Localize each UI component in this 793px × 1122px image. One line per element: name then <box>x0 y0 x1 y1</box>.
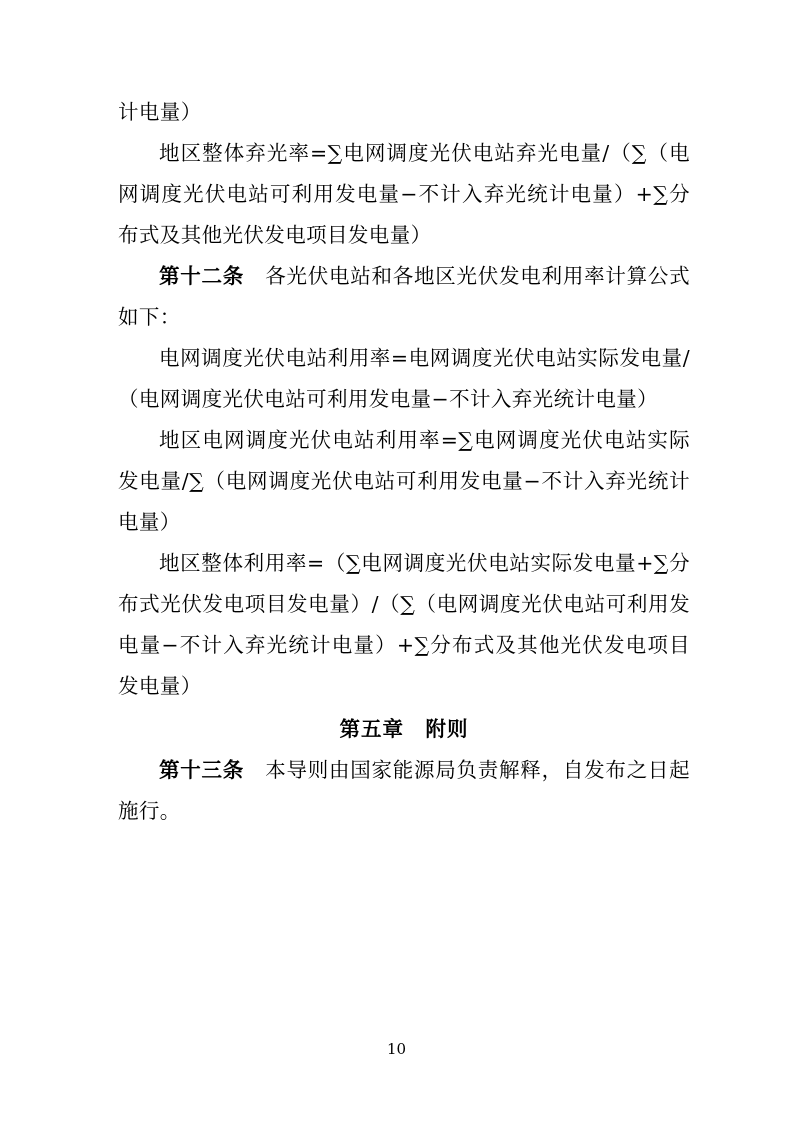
document-body <box>118 92 690 832</box>
paragraph-regional-station-utilization-rate: 地区电网调度光伏电站利用率=∑电网调度光伏电站实际发电量/∑（电网调度光伏电站可利用发电量−不计入弃光统计电量） <box>118 428 690 534</box>
paragraph-station-utilization-rate: 电网调度光伏电站利用率=电网调度光伏电站实际发电量/（电网调度光伏电站可利用发电量−不计入弃光统计电量） <box>118 346 690 411</box>
article-thirteen-text: 本导则由国家能源局负责解释，自发布之日起施行。 <box>118 758 690 823</box>
paragraph-continued: 计电量） <box>118 100 202 124</box>
article-twelve-text: 各光伏电站和各地区光伏发电利用率计算公式如下： <box>118 264 690 329</box>
article-twelve-label: 第十二条 <box>159 264 245 288</box>
paragraph-regional-curtailment-rate: 地区整体弃光率=∑电网调度光伏电站弃光电量/（∑（电网调度光伏电站可利用发电量−不计入弃光统计电量）+∑分布式及其他光伏发电项目发电量） <box>118 141 690 247</box>
article-twelve <box>118 256 690 338</box>
article-thirteen <box>118 750 690 832</box>
page-number: 10 <box>386 1040 407 1058</box>
paragraph-regional-overall-utilization-rate: 地区整体利用率=（∑电网调度光伏电站实际发电量+∑分布式光伏发电项目发电量）/（∑（电网调度光伏电站可利用发电量−不计入弃光统计电量）+∑分布式及其他光伏发电项目发电量） <box>118 551 690 698</box>
chapter-five-heading: 第五章 附则 <box>339 717 469 741</box>
article-thirteen-label: 第十三条 <box>159 758 245 782</box>
